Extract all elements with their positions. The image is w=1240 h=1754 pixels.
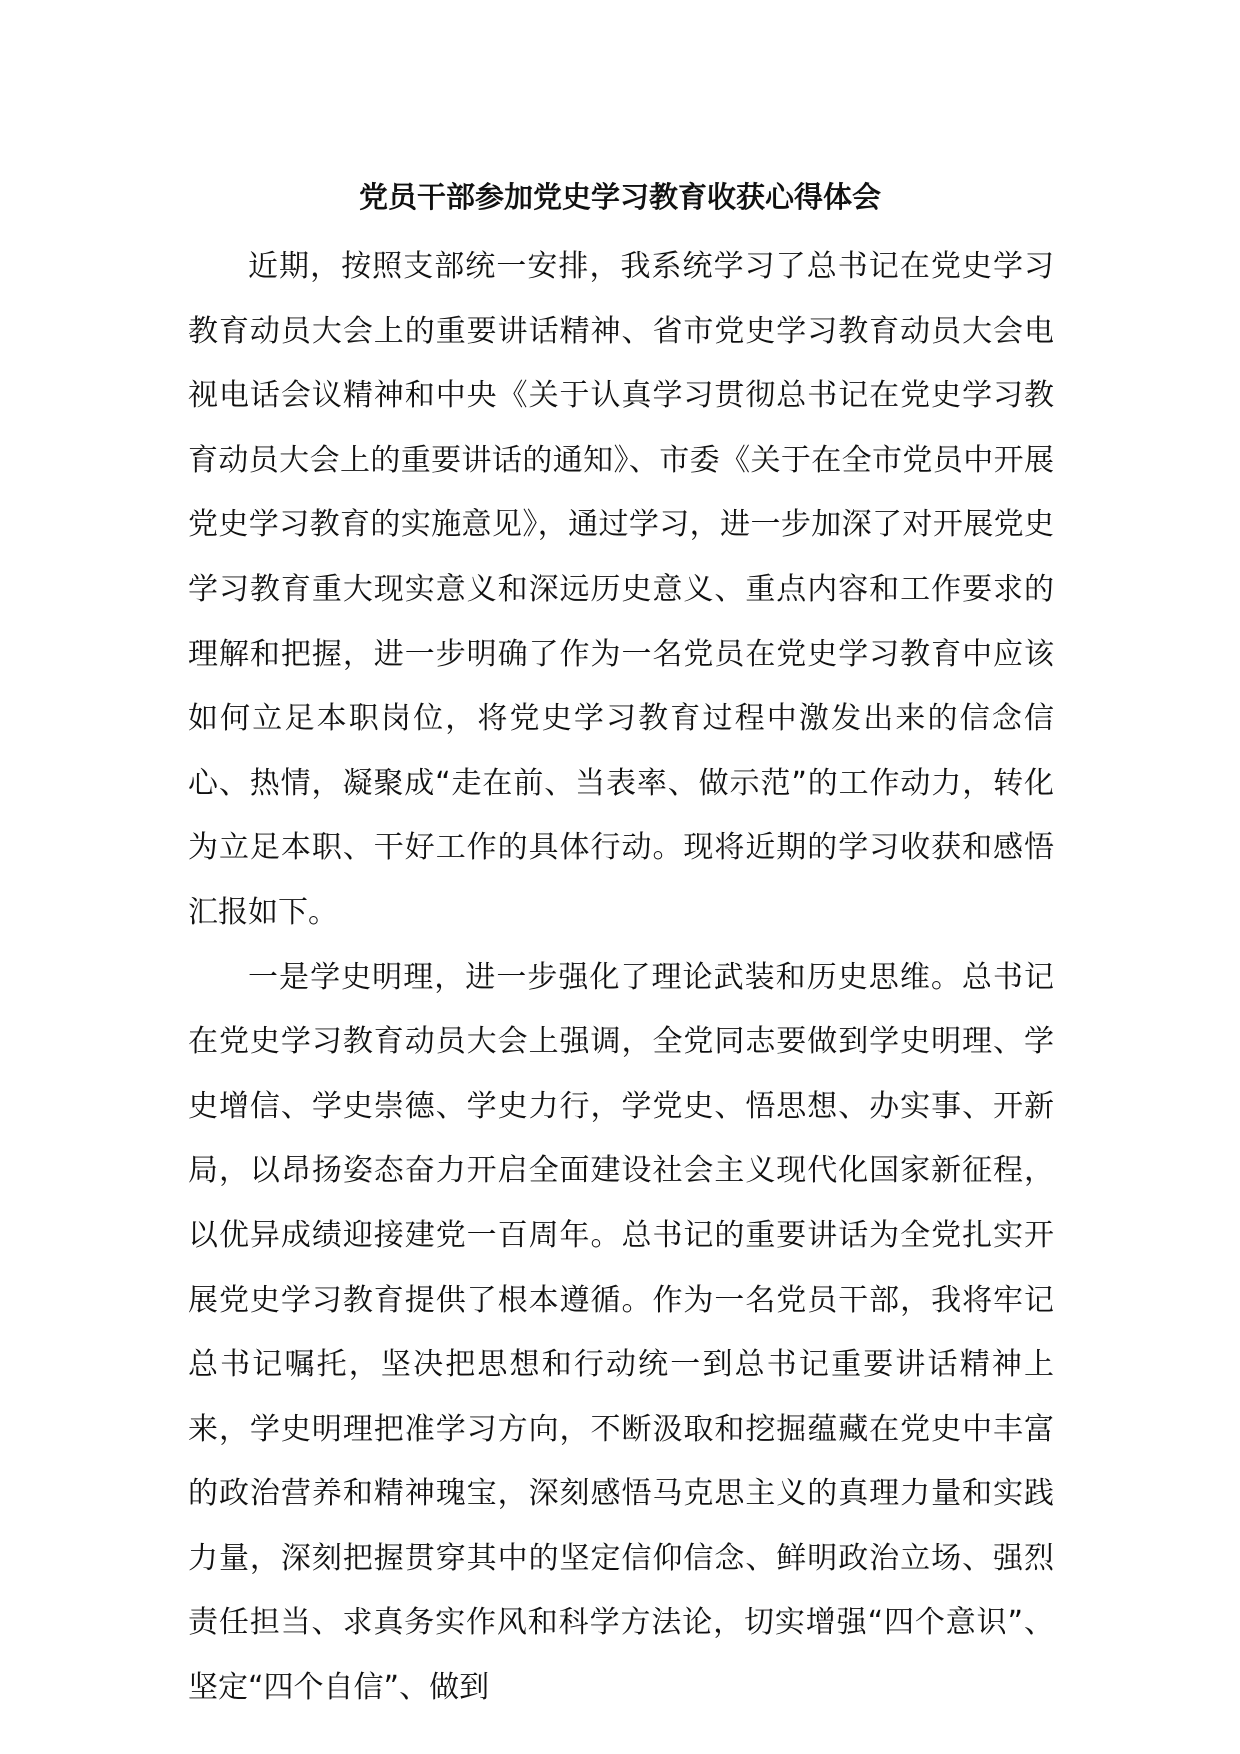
document-body <box>188 235 1054 1721</box>
document-title: 党员干部参加党史学习教育收获心得体会 <box>358 180 881 214</box>
paragraph-point-one: 一是学史明理，进一步强化了理论武装和历史思维。总书记在党史学习教育动员大会上强调，全党同志要做到学史明理、学史增信、学史崇德、学史力行，学党史、悟思想、办实事、开新局，以昂扬姿态奋力开启全面建设社会主义现代化国家新征程，以优异成绩迎接建党一百周年。总书记的重要讲话为全党扎实开展党史学习教育提供了根本遵循。作为一名党员干部，我将牢记总书记嘱托，坚决把思想和行动统一到总书记重要讲话精神上来，学史明理把准学习方向，不断汲取和挖掘蕴藏在党史中丰富的政治营养和精神瑰宝，深刻感悟马克思主义的真理力量和实践力量，深刻把握贯穿其中的坚定信仰信念、鲜明政治立场、强烈责任担当、求真务实作风和科学方法论，切实增强“四个意识”、坚定“四个自信”、做到 <box>188 959 1054 1706</box>
paragraph-intro: 近期，按照支部统一安排，我系统学习了总书记在党史学习教育动员大会上的重要讲话精神、省市党史学习教育动员大会电视电话会议精神和中央《关于认真学习贯彻总书记在党史学习教育动员大会上的重要讲话的通知》、市委《关于在全市党员中开展党史学习教育的实施意见》，通过学习，进一步加深了对开展党史学习教育重大现实意义和深远历史意义、重点内容和工作要求的理解和把握，进一步明确了作为一名党员在党史学习教育中应该如何立足本职岗位，将党史学习教育过程中激发出来的信念信心、热情，凝聚成“走在前、当表率、做示范”的工作动力，转化为立足本职、干好工作的具体行动。现将近期的学习收获和感悟汇报如下。 <box>188 249 1054 930</box>
